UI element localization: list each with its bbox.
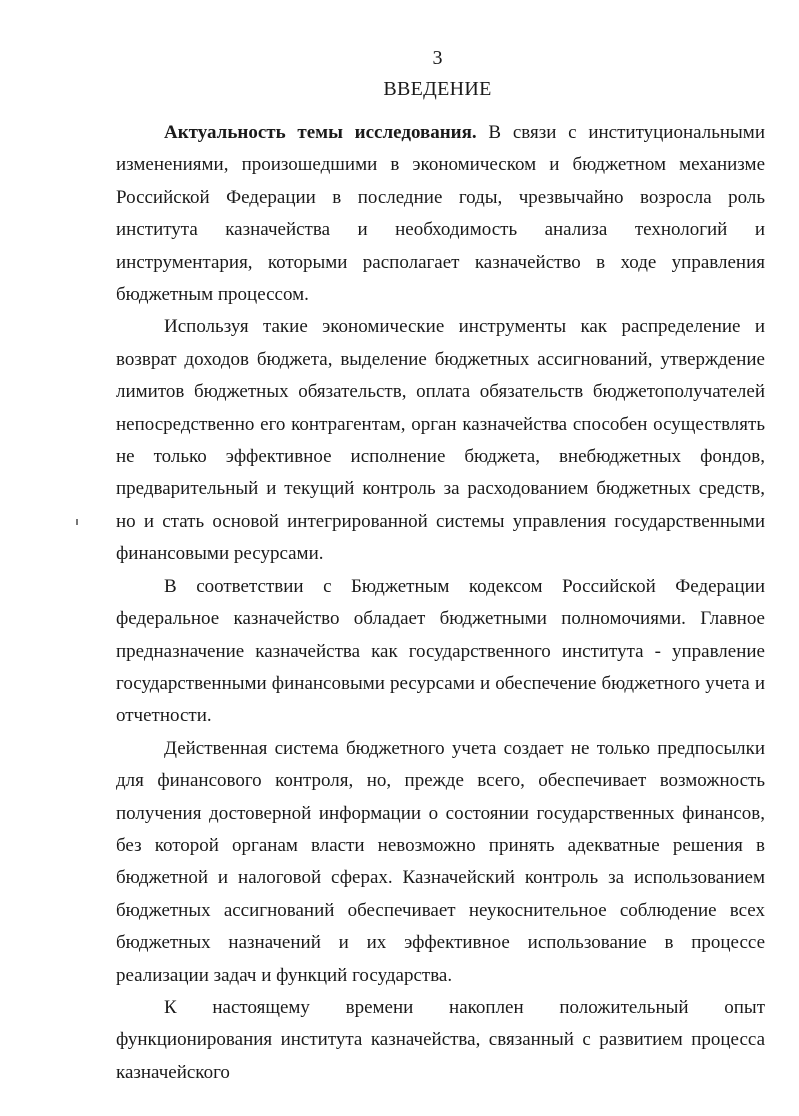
body-text (116, 117, 765, 1089)
paragraph-text: Действенная система бюджетного учета создает не только предпосылки для финансового контроля, но, прежде всего, обеспечивает возможность получения достоверной информации о состоянии государственных финансов, без которой органам власти невозможно принять адекватные решения в бюджетной и налоговой сферах. Казначейский контроль за использованием бюджетных ассигнований обеспечивает неукоснительное соблюдение всех бюджетных назначений и их эффективное использование в процессе реализации задач и функций государства. (116, 737, 765, 986)
paragraph-lead-bold: Актуальность темы исследования. (164, 122, 477, 143)
paragraph-text: Используя такие экономические инструменты как распределение и возврат доходов бюджета, выделение бюджетных ассигнований, утверждение лимитов бюджетных обязательств, оплата обязательств бюджетополучателей непосредственно его контрагентам, орган казначейства способен осуществлять не только эффективное исполнение бюджета, внебюджетных фондов, предварительный и текущий контроль за расходованием бюджетных средств, но и стать основой интегрированной системы управления государственными финансовыми ресурсами. (116, 316, 765, 565)
paragraph-1 (116, 117, 765, 311)
page-number: 3 (432, 47, 443, 69)
paragraph-5 (116, 992, 765, 1089)
paragraph-4 (116, 733, 765, 992)
paragraph-text: В соответствии с Бюджетным кодексом Российской Федерации федеральное казначейство обладает бюджетными полномочиями. Главное предназначение казначейства как государственного института - управление государственными финансовыми ресурсами и обеспечение бюджетного учета и отчетности. (116, 575, 765, 727)
paragraph-text: В связи с институциональными изменениями, произошедшими в экономическом и бюджетном механизме Российской Федерации в последние годы, чрезвычайно возросла роль института казначейства и необходимость анализа технологий и инструментария, которыми располагает казначейство в ходе управления бюджетным процессом. (116, 122, 765, 306)
paragraph-text: К настоящему времени накоплен положительный опыт функционирования института казначейства, связанный с развитием процесса казначейского (116, 996, 765, 1083)
paragraph-2 (116, 311, 765, 570)
scan-artifact-mark (76, 519, 78, 525)
paragraph-3 (116, 571, 765, 733)
section-heading: ВВЕДЕНИЕ (383, 78, 492, 100)
